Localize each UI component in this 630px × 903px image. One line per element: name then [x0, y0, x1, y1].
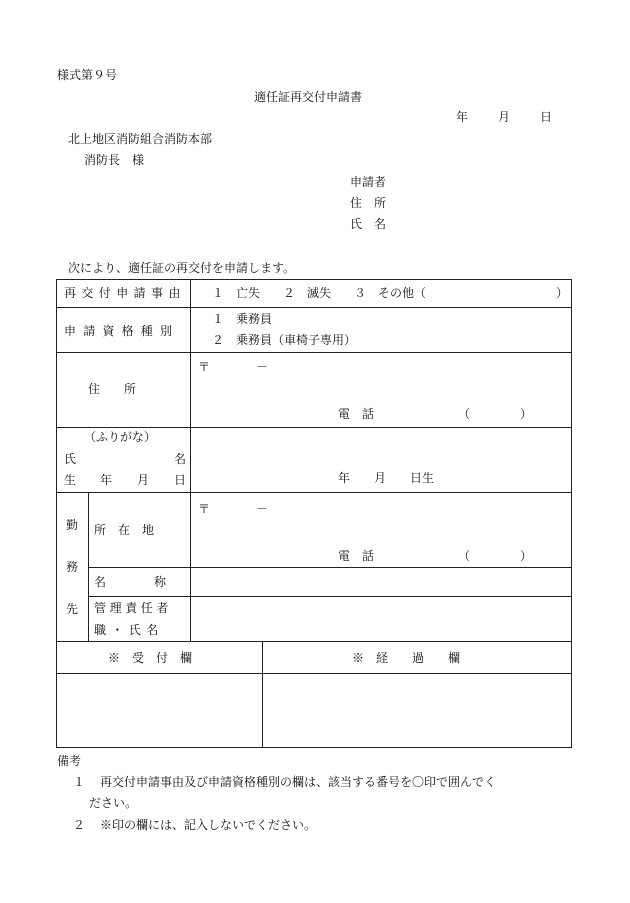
- address-phone-open: （: [458, 407, 471, 421]
- address-phone-label: 電 話: [338, 407, 375, 421]
- name-label-left: 氏: [64, 452, 77, 466]
- note-1-line-2: ださい。: [89, 796, 138, 810]
- work-name-label: 名 称: [94, 575, 167, 589]
- reason-close-paren: ）: [556, 286, 569, 300]
- work-postal-mark: 〒: [198, 502, 211, 516]
- birth-label-4: 日: [174, 473, 187, 487]
- manager-label-1: 管理責任者: [94, 601, 173, 615]
- qual-option-2[interactable]: ２ 乗務員（車椅子専用）: [212, 333, 357, 347]
- furigana-label: （ふりがな）: [84, 430, 157, 444]
- work-phone-open: （: [458, 549, 471, 563]
- work-location-label: 所 在 地: [94, 523, 155, 537]
- intro-text: 次により、適任証の再交付を申請します。: [68, 261, 296, 275]
- postal-mark: 〒: [198, 360, 211, 374]
- date-day: 日: [540, 110, 553, 124]
- addressee-org: 北上地区消防組合消防本部: [68, 132, 213, 146]
- note-2-text: ※印の欄には、記入しないでください。: [100, 818, 317, 832]
- document-title: 適任証再交付申請書: [254, 90, 363, 104]
- reason-option-3[interactable]: ３ その他（: [354, 286, 427, 300]
- work-postal-dash: －: [256, 502, 269, 516]
- note-1-number: １: [73, 775, 86, 789]
- notes-title: 備考: [57, 754, 82, 768]
- birth-label-2: 年: [100, 473, 113, 487]
- reason-option-1[interactable]: １ 亡失: [212, 286, 261, 300]
- work-phone-label: 電 話: [338, 549, 375, 563]
- manager-label-2: 職・氏名: [94, 623, 164, 637]
- address-label: 住 所: [88, 382, 137, 396]
- note-2-number: ２: [73, 818, 86, 832]
- birth-label-3: 月: [137, 473, 150, 487]
- work-phone-close: ）: [520, 549, 533, 563]
- work-label-2: 務: [66, 560, 79, 574]
- addressee-person: 消防長 様: [84, 153, 145, 167]
- name-label-right: 名: [174, 452, 187, 466]
- postal-dash: －: [256, 360, 269, 374]
- reason-label: 再交付申請事由: [64, 286, 186, 300]
- form-number: 様式第９号: [57, 68, 118, 82]
- work-label-1: 勤: [66, 518, 79, 532]
- note-1-line-1: 再交付申請事由及び申請資格種別の欄は、該当する番号を〇印で囲んでく: [100, 775, 497, 789]
- address-phone-close: ）: [520, 407, 533, 421]
- work-label-3: 先: [66, 602, 79, 616]
- receipt-header: ※ 受 付 欄: [108, 651, 193, 665]
- birth-value: 年 月 日生: [338, 471, 435, 485]
- date-month: 月: [498, 110, 511, 124]
- progress-header: ※ 経 過 欄: [352, 651, 461, 665]
- applicant-name: 氏 名: [350, 217, 387, 231]
- qual-option-1[interactable]: １ 乗務員: [212, 312, 273, 326]
- qual-label: 申請資格種別: [64, 324, 180, 338]
- applicant-address: 住 所: [350, 196, 387, 210]
- reason-option-2[interactable]: ２ 滅失: [283, 286, 332, 300]
- date-year: 年: [456, 110, 469, 124]
- birth-label-1: 生: [64, 473, 77, 487]
- applicant-label: 申請者: [350, 175, 387, 189]
